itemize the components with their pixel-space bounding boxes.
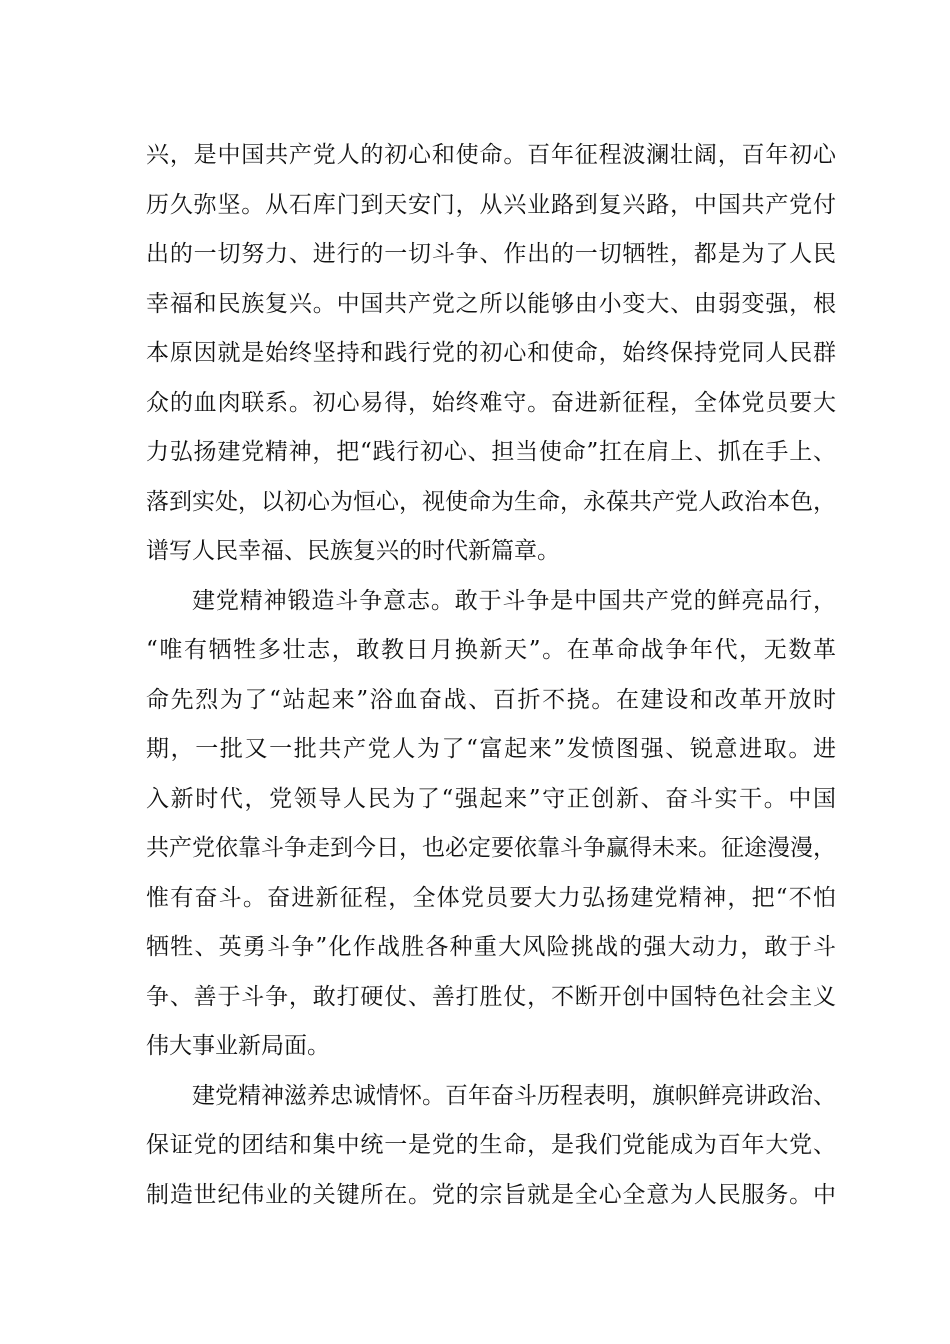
text-line: 幸福和民族复兴。中国共产党之所以能够由小变大、由弱变强，根 — [146, 290, 836, 317]
text-line: 谱写人民幸福、民族复兴的时代新篇章。 — [146, 538, 560, 564]
document-body — [146, 131, 836, 1220]
text-line: 惟有奋斗。奋进新征程，全体党员要大力弘扬建党精神，把“不怕 — [146, 884, 836, 911]
paragraph-1 — [146, 131, 836, 577]
text-line: 众的血肉联系。初心易得，始终难守。奋进新征程，全体党员要大 — [146, 389, 836, 416]
paragraph-3 — [146, 1072, 836, 1221]
text-line: 兴，是中国共产党人的初心和使命。百年征程波澜壮阔，百年初心 — [146, 142, 836, 168]
text-line: 本原因就是始终坚持和践行党的初心和使命，始终保持党同人民群 — [146, 340, 836, 366]
text-line: 保证党的团结和集中统一是党的生命，是我们党能成为百年大党、 — [146, 1132, 836, 1158]
text-line: 共产党依靠斗争走到今日，也必定要依靠斗争赢得未来。征途漫漫， — [146, 835, 836, 861]
text-line: 出的一切努力、进行的一切斗争、作出的一切牺牲，都是为了人民 — [146, 241, 836, 267]
text-line: 历久弥坚。从石库门到天安门，从兴业路到复兴路，中国共产党付 — [146, 191, 836, 218]
text-line: 制造世纪伟业的关键所在。党的宗旨就是全心全意为人民服务。中 — [146, 1181, 836, 1208]
text-line: 落到实处，以初心为恒心，视使命为生命，永葆共产党人政治本色， — [146, 488, 836, 515]
text-line: 入新时代，党领导人民为了“强起来”守正创新、奋斗实干。中国 — [146, 785, 836, 812]
text-line: 力弘扬建党精神，把“践行初心、担当使命”扛在肩上、抓在手上、 — [146, 439, 836, 465]
text-line: 牺牲、英勇斗争”化作战胜各种重大风险挑战的强大动力，敢于斗 — [146, 934, 836, 960]
text-line: 建党精神锻造斗争意志。敢于斗争是中国共产党的鲜亮品行， — [192, 587, 836, 614]
text-line: “唯有牺牲多壮志，敢教日月换新天”。在革命战争年代，无数革 — [146, 637, 836, 663]
text-line: 争、善于斗争，敢打硬仗、善打胜仗，不断开创中国特色社会主义 — [146, 983, 836, 1010]
text-line: 建党精神滋养忠诚情怀。百年奋斗历程表明，旗帜鲜亮讲政治、 — [192, 1082, 836, 1109]
paragraph-2 — [146, 577, 836, 1072]
text-line: 命先烈为了“站起来”浴血奋战、百折不挠。在建设和改革开放时 — [146, 686, 836, 713]
text-line: 伟大事业新局面。 — [146, 1033, 330, 1059]
text-line: 期，一批又一批共产党人为了“富起来”发愤图强、锐意进取。进 — [146, 736, 836, 762]
